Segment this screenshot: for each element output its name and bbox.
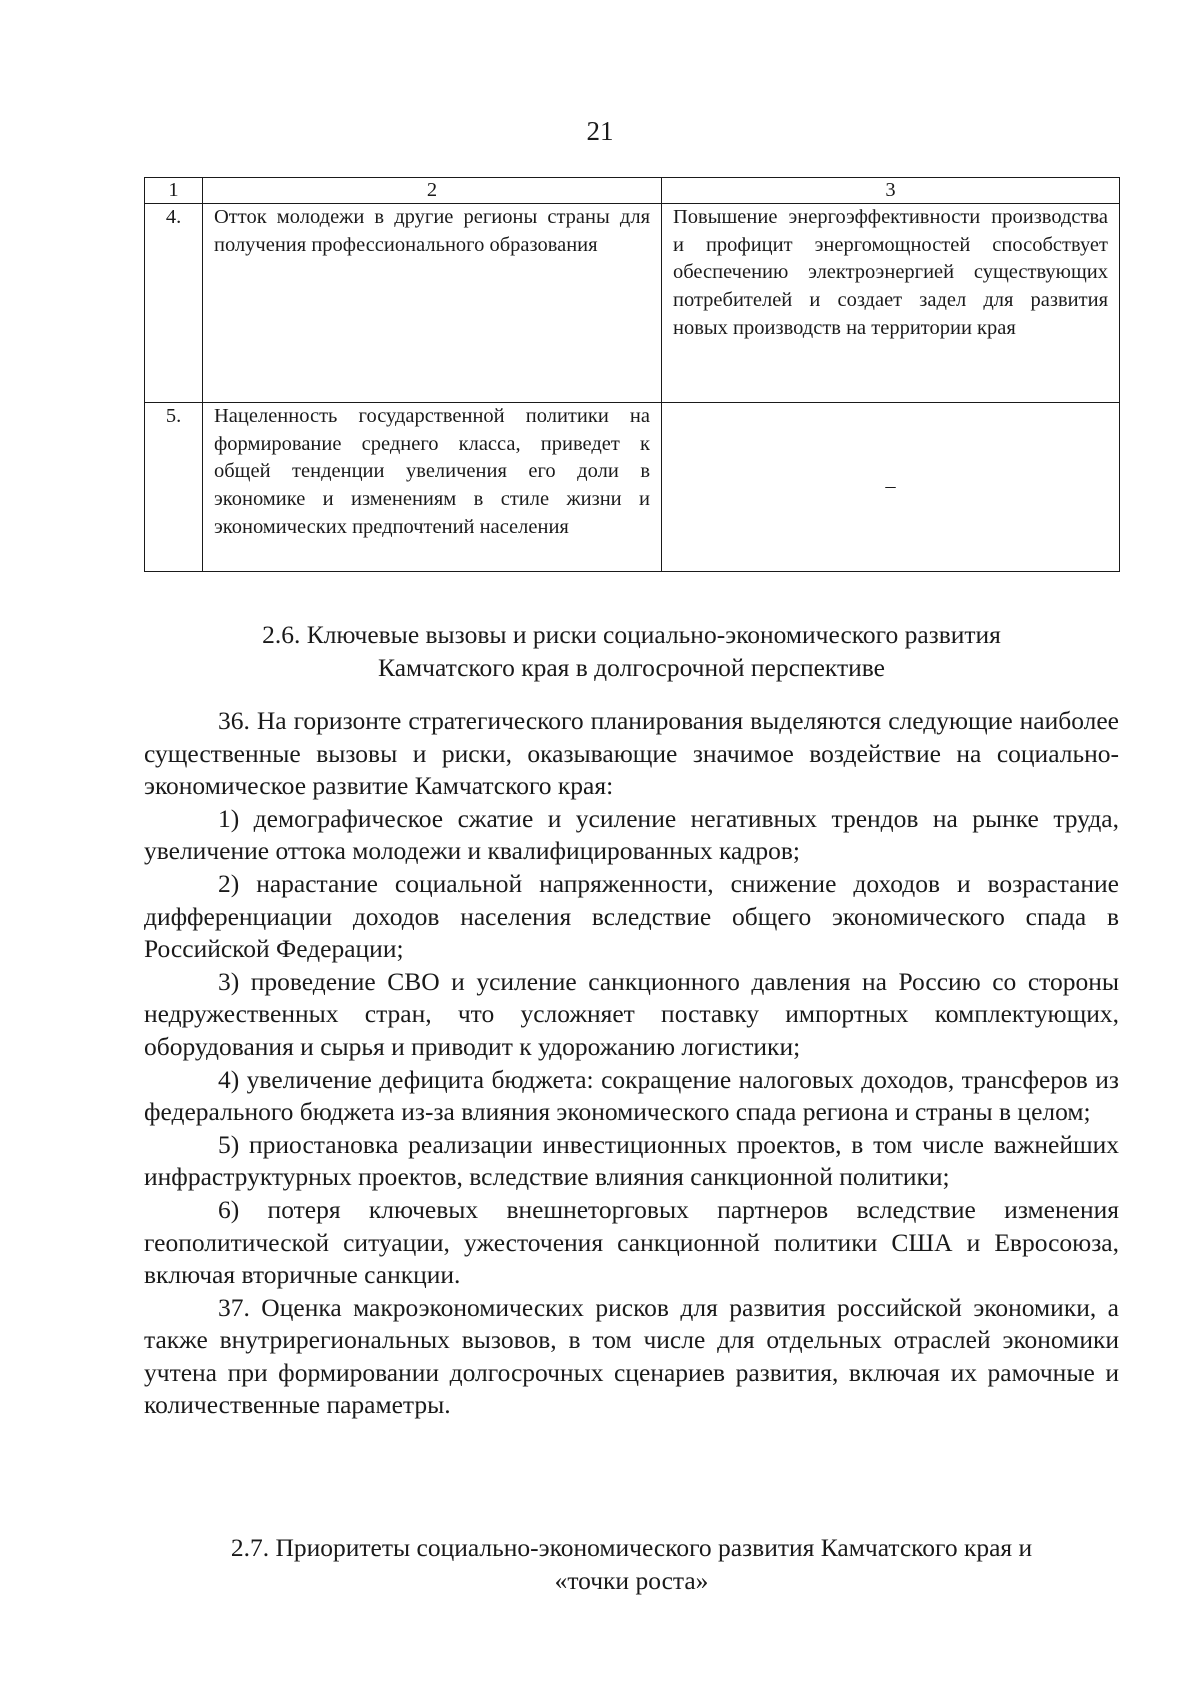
table-header-cell: 2 bbox=[203, 178, 662, 204]
table-row bbox=[145, 204, 1120, 403]
table-header-cell: 1 bbox=[145, 178, 203, 204]
row-number: 4. bbox=[145, 204, 203, 403]
list-item: 5) приостановка реализации инвестиционных проектов, в том числе важнейших инфраструктурных проектов, вследствие влияния санкционной политики; bbox=[144, 1129, 1119, 1192]
section-heading-line: 2.6. Ключевые вызовы и риски социально-экономического развития bbox=[262, 620, 1001, 649]
row-factor-text: Нацеленность государственной политики на формирование среднего класса, приведет к общей тенденции увеличения его доли в экономике и изменениям в стиле жизни и экономических предпочтений населения bbox=[203, 403, 662, 572]
risk-table bbox=[144, 177, 1120, 572]
row-number: 5. bbox=[145, 403, 203, 572]
section-heading-line: Камчатского края в долгосрочной перспективе bbox=[378, 653, 885, 682]
list-item: 6) потеря ключевых внешнеторговых партнеров вследствие изменения геополитической ситуации, ужесточения санкционной политики США и Евросоюза, включая вторичные санкции. bbox=[144, 1194, 1119, 1290]
list-item: 3) проведение СВО и усиление санкционного давления на Россию со стороны недружественных стран, что усложняет поставку импортных комплектующих, оборудования и сырья и приводит к удорожанию логистики; bbox=[144, 966, 1119, 1061]
paragraph-36: 36. На горизонте стратегического планирования выделяются следующие наиболее существенные вызовы и риски, оказывающие значимое воздействие на социально-экономическое развитие Камчатского края: bbox=[144, 706, 1119, 801]
table-header-cell: 3 bbox=[662, 178, 1120, 204]
list-item: 1) демографическое сжатие и усиление негативных трендов на рынке труда, увеличение оттока молодежи и квалифицированных кадров; bbox=[144, 803, 1119, 866]
table-header-row bbox=[145, 178, 1120, 204]
page-number: 21 bbox=[586, 116, 614, 146]
list-item: 4) увеличение дефицита бюджета: сокращение налоговых доходов, трансферов из федерального бюджета из-за влияния экономического спада региона и страны в целом; bbox=[144, 1064, 1119, 1127]
section-heading-line: 2.7. Приоритеты социально-экономического развития Камчатского края и bbox=[230, 1533, 1033, 1562]
list-item: 2) нарастание социальной напряженности, снижение доходов и возрастание дифференциации доходов населения вследствие общего экономического спада в Российской Федерации; bbox=[144, 868, 1119, 964]
paragraph-37: 37. Оценка макроэкономических рисков для развития российской экономики, а также внутрирегиональных вызовов, в том числе для отдельных отраслей экономики учтена при формировании долгосрочных сценариев развития, включая их рамочные и количественные параметры. bbox=[144, 1292, 1119, 1420]
table-row bbox=[145, 403, 1120, 572]
section-2-7-heading bbox=[144, 1531, 1119, 1597]
section-heading-line: «точки роста» bbox=[554, 1566, 709, 1595]
section-2-6-heading bbox=[144, 618, 1119, 684]
row-opportunity-text: Повышение энергоэффективности производства и профицит энергомощностей способствует обеспечению электроэнергией существующих потребителей и создает задел для развития новых производств на территории края bbox=[662, 204, 1120, 403]
row-factor-text: Отток молодежи в другие регионы страны для получения профессионального образования bbox=[203, 204, 662, 403]
body-text bbox=[144, 705, 1119, 1422]
row-opportunity-text: – bbox=[662, 403, 1120, 572]
